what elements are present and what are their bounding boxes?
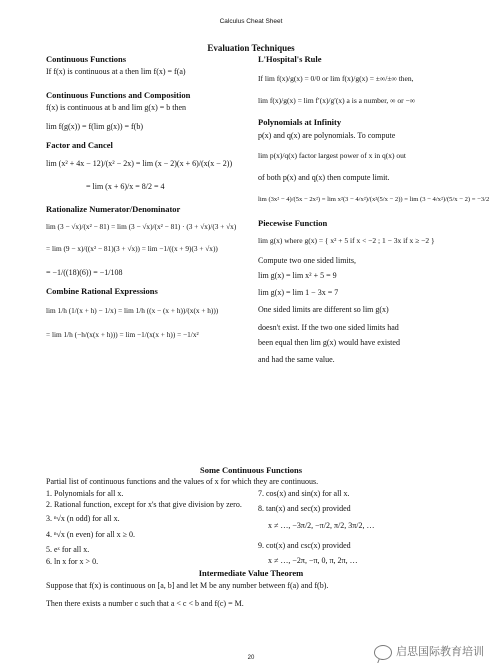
lhospital-heading: L'Hospital's Rule <box>258 54 322 64</box>
piecewise-line2: Compute two one sided limits, <box>258 255 356 265</box>
page-number: 20 <box>247 655 255 662</box>
piecewise-line6: doesn't exist. If the two one sided limits had <box>258 322 399 332</box>
ivt-line2: Then there exists a number c such that a < c < b and f(c) = M. <box>46 599 244 608</box>
rationalize-line1: lim (3 − √x)/(x² − 81) = lim (3 − √x)/(x² − 81) · (3 + √x)/(3 + √x) <box>46 222 237 231</box>
piecewise-line1: lim g(x) where g(x) = { x² + 5 if x < −2 ; 1 − 3x if x ≥ −2 } <box>258 236 435 246</box>
rationalize-heading: Rationalize Numerator/Denominator <box>46 204 181 215</box>
left-column <box>46 55 246 340</box>
factor-line2: = lim (x + 6)/x = 8/2 = 4 <box>86 182 165 192</box>
piecewise-line5: One sided limits are different so lim g(x) <box>258 305 389 315</box>
list-item: 3. ⁿ√x (n odd) for all x. <box>46 514 120 524</box>
some-cont-right-list <box>258 489 468 565</box>
factor-line1: lim (x² + 4x − 12)/(x² − 2x) = lim (x − 2)(x + 6)/(x(x − 2)) <box>46 158 233 168</box>
some-cont-intro: Partial list of continuous functions and the values of x for which they are continuous. <box>46 477 319 486</box>
poly-line4: lim (3x² − 4)/(5x − 2x²) = lim x²(3 − 4/x²)/(x²(5/x − 2)) = lim (3 − 4/x²)/(5/x − 2) = −3/2 <box>258 195 490 203</box>
factor-heading: Factor and Cancel <box>46 140 113 151</box>
piecewise-line4: lim g(x) = lim 1 − 3x = 7 <box>258 288 339 298</box>
composition-heading: Continuous Functions and Composition <box>46 89 191 100</box>
chat-bubble-icon <box>374 645 392 660</box>
watermark-text: 启思国际教育培训 <box>396 646 484 659</box>
cont-funcs-heading: Continuous Functions <box>46 54 127 64</box>
list-item: 6. ln x for x > 0. <box>46 556 99 566</box>
list-item: 7. cos(x) and sin(x) for all x. <box>258 489 350 498</box>
list-item: 1. Polynomials for all x. <box>46 489 124 498</box>
watermark <box>374 645 484 660</box>
list-item: 8. tan(x) and sec(x) provided <box>258 504 351 514</box>
piecewise-line7: been equal then lim g(x) would have existed <box>258 337 400 347</box>
combine-line1: lim 1/h (1/(x + h) − 1/x) = lim 1/h ((x − (x + h))/(x(x + h))) <box>46 305 219 315</box>
list-item: 5. eˣ for all x. <box>46 544 90 554</box>
poly-line1: p(x) and q(x) are polynomials. To compute <box>258 130 396 140</box>
ivt-heading: Intermediate Value Theorem <box>198 568 304 578</box>
rationalize-line3: = −1/((18)(6)) = −1/108 <box>46 267 123 277</box>
list-item: 2. Rational function, except for x's that give division by zero. <box>46 500 242 510</box>
poly-heading: Polynomials at Infinity <box>258 117 342 128</box>
some-cont-heading: Some Continuous Functions <box>199 465 303 475</box>
some-cont-left-list <box>46 489 246 566</box>
combine-heading: Combine Rational Expressions <box>46 285 158 296</box>
rationalize-line2: = lim (9 − x)/((x² − 81)(3 + √x)) = lim −1/((x + 9)(3 + √x)) <box>46 244 218 254</box>
ivt-line1: Suppose that f(x) is continuous on [a, b] and let M be any number between f(a) and f(b). <box>46 581 329 590</box>
composition-result: lim f(g(x)) = f(lim g(x)) = f(b) <box>46 121 143 131</box>
piecewise-line8: and had the same value. <box>258 354 335 364</box>
piecewise-heading: Piecewise Function <box>258 218 328 229</box>
list-item: 9. cot(x) and csc(x) provided <box>258 540 351 550</box>
poly-line3: of both p(x) and q(x) then compute limit. <box>258 172 390 182</box>
sheet-header: Calculus Cheat Sheet <box>219 18 283 25</box>
cont-funcs-text: If f(x) is continuous at a then lim f(x) = f(a) <box>46 66 186 76</box>
list-item: x ≠ …, −3π/2, −π/2, π/2, 3π/2, … <box>268 521 375 531</box>
combine-line2: = lim 1/h (−h/(x(x + h))) = lim −1/(x(x + h)) = −1/x² <box>46 330 199 340</box>
piecewise-line3: lim g(x) = lim x² + 5 = 9 <box>258 270 337 280</box>
right-column <box>258 54 490 364</box>
lhospital-line2: lim f(x)/g(x) = lim f′(x)/g′(x) a is a number, ∞ or −∞ <box>258 96 416 106</box>
list-item: 4. ⁿ√x (n even) for all x ≥ 0. <box>46 529 136 539</box>
poly-line2: lim p(x)/q(x) factor largest power of x in q(x) out <box>258 150 406 160</box>
lhospital-line1: If lim f(x)/g(x) = 0/0 or lim f(x)/g(x) = ±∞/±∞ then, <box>258 73 414 83</box>
page-title: Evaluation Techniques <box>207 43 295 53</box>
composition-text: f(x) is continuous at b and lim g(x) = b then <box>46 102 187 112</box>
list-item: x ≠ …, −2π, −π, 0, π, 2π, … <box>268 555 358 565</box>
